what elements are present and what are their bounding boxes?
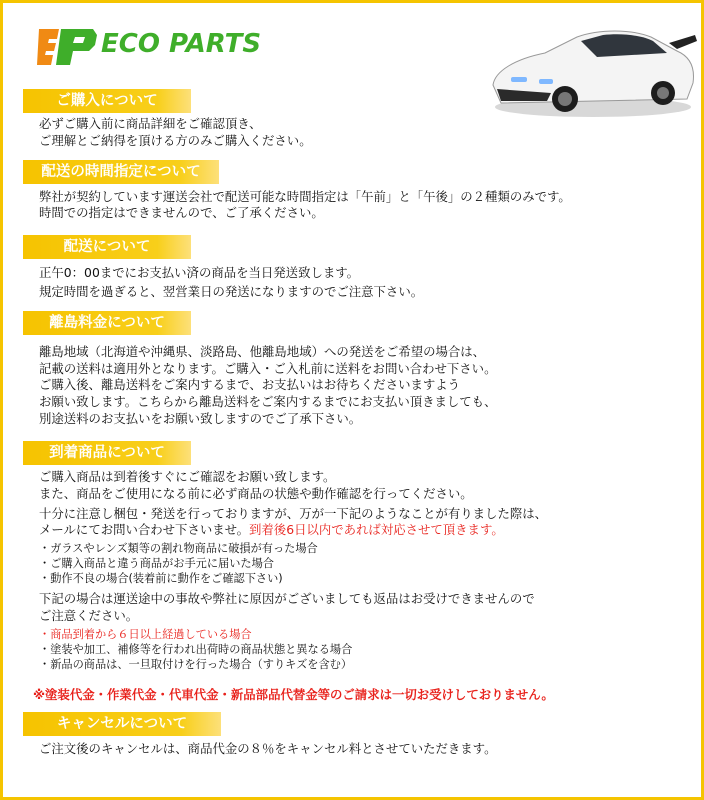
section-title-arrival: 到着商品について [23,441,191,465]
warning-note: ※塗装代金・作業代金・代車代金・新品部品代替金等のご請求は一切お受けしておりません。 [33,687,554,702]
arrival-case-item: ・ガラスやレンズ類等の割れ物商品に破損が有った場合 [39,542,318,555]
return-policy-line: ご注意ください。 [39,608,139,623]
section-title-delivery-time: 配送の時間指定について [23,160,219,184]
island-line: ご購入後、離島送料をご案内するまで、お支払いはお待ちくださいますよう [39,377,461,392]
arrival-case-item: ・ご購入商品と違う商品がお手元に届いた場合 [39,557,274,570]
purchase-line: ご理解とご納得を頂ける方のみご購入ください。 [39,133,312,148]
island-line: 離島地域（北海道や沖縄県、淡路島、他離島地域）への発送をご希望の場合は、 [39,344,486,359]
cancel-line: ご注文後のキャンセルは、商品代金の８％をキャンセル料とさせていただきます。 [39,741,497,756]
island-line: 別途送料のお支払いをお願い致しますのでご了承下さい。 [39,411,362,426]
purchase-line: 必ずご購入前に商品詳細をご確認頂き、 [39,116,262,131]
arrival-contact-text: メールにてお問い合わせ下さいませ。 [39,522,250,537]
arrival-line: ご購入商品は到着後すぐにご確認をお願い致します。 [39,469,336,484]
arrival-line: また、商品をご使用になる前に必ず商品の状態や動作確認を行ってください。 [39,486,473,501]
shipping-line: 規定時間を過ぎると、翌営業日の発送になりますのでご注意下さい。 [39,284,424,299]
section-title-purchase: ご購入について [23,89,191,113]
section-title-island-fee: 離島料金について [23,311,191,335]
shipping-line: 正午0：00までにお支払い済の商品を当日発送致します。 [39,265,360,280]
no-return-item: ・商品到着から６日以上経過している場合 [39,628,252,641]
no-return-item: ・新品の商品は、一旦取付けを行った場合（すりキズを含む） [39,658,353,671]
sports-car-icon [481,13,701,123]
arrival-contact-deadline: 到着後6日以内であれば対応させて頂きます。 [249,522,504,537]
delivery-time-line: 弊社が契約しています運送会社で配送可能な時間指定は「午前」と「午後」の２種類のみです。 [39,189,571,204]
section-title-cancel: キャンセルについて [23,712,221,736]
no-return-item: ・塗装や加工、補修等を行われ出荷時の商品状態と異なる場合 [39,643,353,656]
delivery-time-line: 時間での指定はできませんので、ご了承ください。 [39,205,324,220]
island-line: 記載の送料は適用外となります。ご購入・ご入札前に送料をお問い合わせ下さい。 [39,361,497,376]
arrival-contact-line [39,522,504,538]
island-line: お願い致します。こちらから離島送料をご案内するまでにお支払い頂きましても、 [39,394,497,409]
section-title-shipping: 配送について [23,235,191,259]
brand-name: ECO PARTS [101,29,262,59]
arrival-case-item: ・動作不良の場合(装着前に動作をご確認下さい) [39,572,283,585]
arrival-line: 十分に注意し梱包・発送を行っておりますが、万が一下記のようなことが有りました際は、 [39,506,548,521]
return-policy-line: 下記の場合は運送途中の事故や弊社に原因がございましても返品はお受けできませんので [39,591,535,606]
